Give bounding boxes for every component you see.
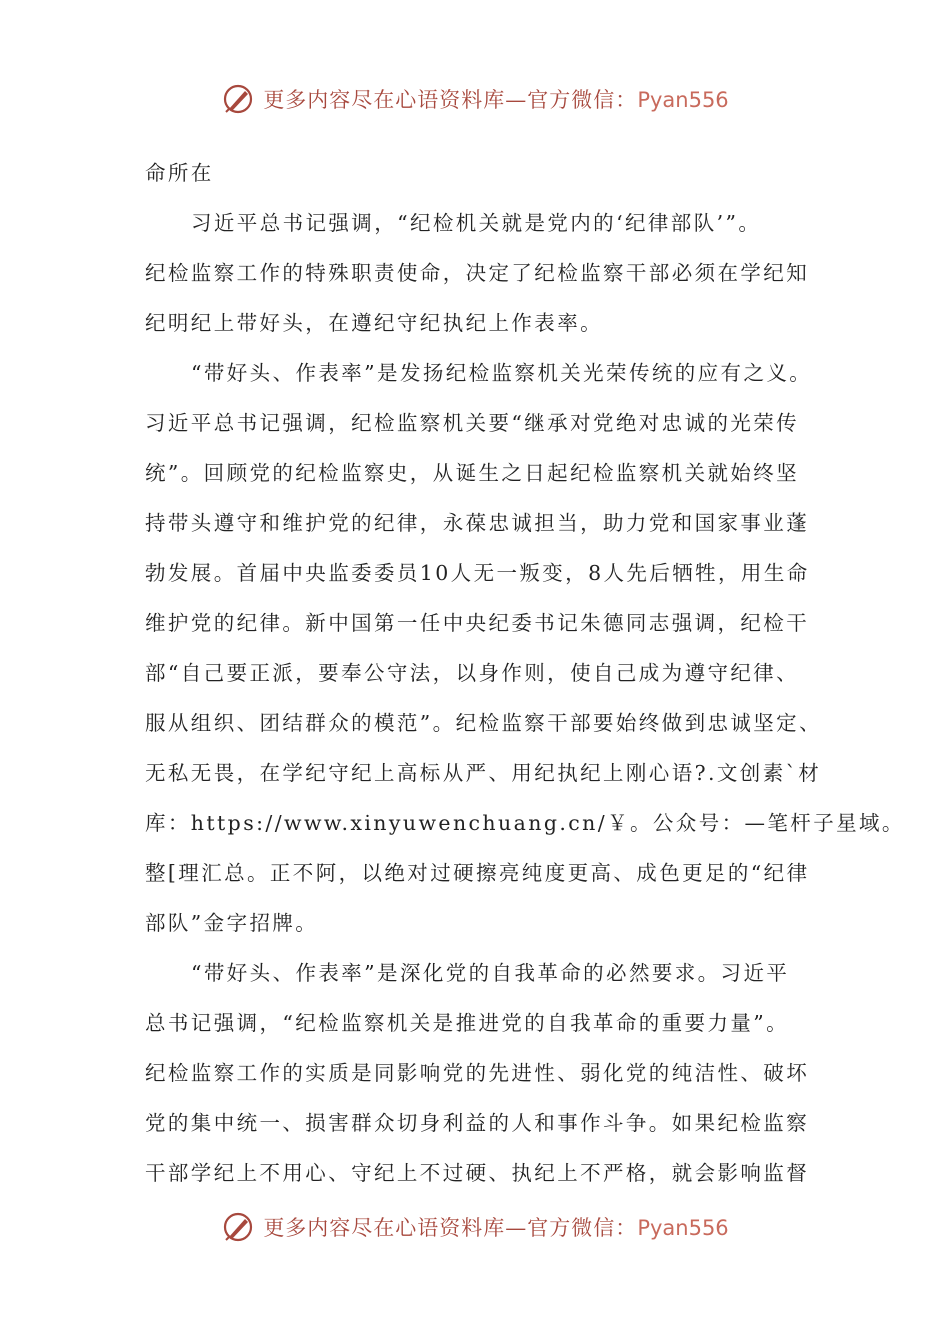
paragraph bbox=[145, 148, 815, 198]
text-line: 纪明纪上带好头，在遵纪守纪执纪上作表率。 bbox=[145, 311, 603, 335]
text-line: “带好头、作表率”是深化党的自我革命的必然要求。习近平 bbox=[191, 961, 790, 985]
text-line: 服从组织、团结群众的模范”。纪检监察干部要始终做到忠诚坚定、 bbox=[145, 711, 822, 735]
text-line: 部队”金字招牌。 bbox=[145, 911, 319, 935]
text-line: 党的集中统一、损害群众切身利益的人和事作斗争。如果纪检监察 bbox=[145, 1111, 810, 1135]
pen-logo-icon bbox=[221, 1210, 255, 1244]
text-line: 习近平总书记强调，纪检监察机关要“继承对党绝对忠诚的光荣传 bbox=[145, 411, 800, 435]
pen-logo-icon bbox=[221, 82, 255, 116]
text-line: 整[理汇总。正不阿，以绝对过硬擦亮纯度更高、成色更足的“纪律 bbox=[145, 861, 810, 885]
text-line: 习近平总书记强调，“纪检机关就是党内的‘纪律部队’”。 bbox=[191, 211, 762, 235]
text-line: 纪检监察工作的特殊职责使命，决定了纪检监察干部必须在学纪知 bbox=[145, 261, 810, 285]
banner-text: 更多内容尽在心语资料库—官方微信：Pyan556 bbox=[263, 88, 729, 112]
document-body bbox=[145, 148, 905, 1198]
text-line: 干部学纪上不用心、守纪上不过硬、执纪上不严格，就会影响监督 bbox=[145, 1161, 810, 1185]
text-line: 维护党的纪律。新中国第一任中央纪委书记朱德同志强调，纪检干 bbox=[145, 611, 810, 635]
header-banner bbox=[0, 82, 950, 116]
text-line: 命所在 bbox=[145, 161, 214, 185]
text-line: 统”。回顾党的纪检监察史，从诞生之日起纪检监察机关就始终坚 bbox=[145, 461, 800, 485]
banner-text: 更多内容尽在心语资料库—官方微信：Pyan556 bbox=[263, 1216, 729, 1240]
text-line: 部“自己要正派，要奉公守法，以身作则，使自己成为遵守纪律、 bbox=[145, 661, 800, 685]
wechat-account: Pyan556 bbox=[637, 1216, 729, 1240]
paragraph bbox=[145, 348, 905, 948]
text-line: 无私无畏，在学纪守纪上高标从严、用纪执纪上刚心语?.文创素`材 bbox=[145, 761, 822, 785]
paragraph bbox=[145, 948, 815, 1198]
text-line: 持带头遵守和维护党的纪律，永葆忠诚担当，助力党和国家事业蓬 bbox=[145, 511, 810, 535]
paragraph bbox=[145, 198, 815, 348]
wechat-account: Pyan556 bbox=[637, 88, 729, 112]
text-line: 纪检监察工作的实质是同影响党的先进性、弱化党的纯洁性、破坏 bbox=[145, 1061, 810, 1085]
footer-banner bbox=[0, 1210, 950, 1244]
text-line: “带好头、作表率”是发扬纪检监察机关光荣传统的应有之义。 bbox=[191, 361, 813, 385]
text-line: 库：https://www.xinyuwenchuang.cn/￥。公众号：—笔杆子星域。 bbox=[145, 811, 905, 835]
text-line: 勃发展。首届中央监委委员10人无一叛变，8人先后牺牲，用生命 bbox=[145, 561, 810, 585]
text-line: 总书记强调，“纪检监察机关是推进党的自我革命的重要力量”。 bbox=[145, 1011, 790, 1035]
